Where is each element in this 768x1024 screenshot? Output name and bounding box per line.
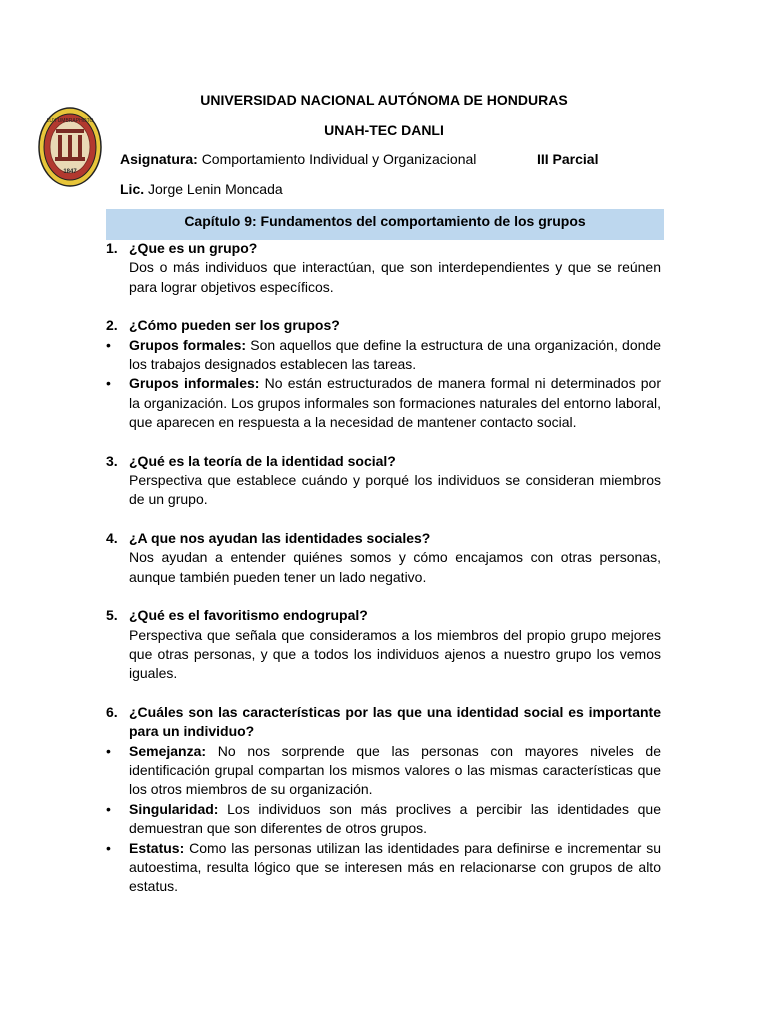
question-number: 4. <box>106 529 118 546</box>
question-number: 6. <box>106 703 118 720</box>
question-number: 5. <box>106 607 118 624</box>
bullet-term: Grupos formales: <box>129 336 247 353</box>
bullet-item: • Grupos informales: No están estructurados de manera formal ni determinados por la organización. Los grupos informales son formaciones naturales del entorno laboral, que aparecen en respuesta a la necesidad de mantener contacto social. <box>106 375 661 431</box>
question-number: 2. <box>106 317 118 334</box>
questions-list <box>106 239 661 897</box>
question-text: ¿Cómo pueden ser los grupos? <box>129 317 340 334</box>
chapter-heading: Capítulo 9: Fundamentos del comportamiento de los grupos <box>106 209 664 240</box>
bullet-text: Los individuos son más proclives a percibir las identidades que demuestran que son diferentes de otros grupos. <box>129 800 661 837</box>
bullet-item: • Semejanza: No nos sorprende que las personas con mayores niveles de identificación grupal compartan los mismos valores o las mismas características que los otros miembros de su organización. <box>106 742 661 798</box>
question-text: ¿Que es un grupo? <box>129 240 258 256</box>
question-number: 3. <box>106 452 118 469</box>
teacher-line <box>120 180 283 199</box>
bullet-item: • Grupos formales: Son aquellos que define la estructura de una organización, donde los trabajos designados establecen las tareas. <box>106 336 661 373</box>
teacher-value: Jorge Lenin Moncada <box>148 181 283 197</box>
question-number: 1. <box>106 240 118 256</box>
question-text: ¿A que nos ayudan las identidades sociales? <box>129 529 431 546</box>
bullet-term: Singularidad: <box>129 800 219 817</box>
bullet-item: • Estatus: Como las personas utilizan las identidades para definirse e incrementar su autoestima, resulta lógico que se interesen más en relacionarse con grupos de alto estatus. <box>106 839 661 895</box>
subject-line <box>120 150 476 169</box>
question <box>106 239 661 258</box>
bullet-term: Estatus: <box>129 839 185 856</box>
section-2 <box>106 316 661 432</box>
section-3 <box>106 452 661 510</box>
bullet-item: • Singularidad: Los individuos son más proclives a percibir las identidades que demuestran que son diferentes de otros grupos. <box>106 800 661 837</box>
seal-year: 1847 <box>63 169 77 175</box>
answer: Perspectiva que establece cuándo y porqué los individuos se consideran miembros de un grupo. <box>129 472 661 508</box>
answer: Dos o más individuos que interactúan, que son interdependientes y que se reúnen para lograr objetivos específicos. <box>129 259 661 295</box>
question <box>106 529 661 548</box>
bullet-text: No nos sorprende que las personas con mayores niveles de identificación grupal compartan los mismos valores o las mismas características que los otros miembros de su organización. <box>129 742 661 798</box>
question <box>106 316 661 335</box>
question <box>106 452 661 471</box>
answer: Nos ayudan a entender quiénes somos y cómo encajamos con otras personas, aunque también pueden tener un lado negativo. <box>129 549 661 585</box>
bullet-term: Semejanza: <box>129 742 207 759</box>
question <box>106 703 661 742</box>
term-label: III Parcial <box>537 151 599 167</box>
section-1 <box>106 239 661 297</box>
question <box>106 606 661 625</box>
question-text: ¿Qué es el favoritismo endogrupal? <box>129 607 368 624</box>
subject-value: Comportamiento Individual y Organizacional <box>201 151 477 167</box>
subject-label: Asignatura: <box>120 151 198 167</box>
campus-title: UNAH-TEC DANLI <box>324 122 444 138</box>
bullet-text: Como las personas utilizan las identidades para definirse e incrementar su autoestima, resulta lógico que se interesen más en relacionarse con grupos de alto estatus. <box>129 839 661 895</box>
university-title: UNIVERSIDAD NACIONAL AUTÓNOMA DE HONDURAS <box>200 92 568 108</box>
question-text: ¿Cuáles son las características por las que una identidad social es importante para un individuo? <box>129 703 661 740</box>
section-4 <box>106 529 661 587</box>
bullet-text: Son aquellos que define la estructura de una organización, donde los trabajos designados establecen las tareas. <box>129 336 661 373</box>
university-seal-logo <box>38 107 102 187</box>
section-6 <box>106 703 661 897</box>
section-5 <box>106 606 661 684</box>
seal-motto: LUX UMBRAPHOTO <box>46 118 94 124</box>
teacher-label: Lic. <box>120 181 145 197</box>
question-text: ¿Qué es la teoría de la identidad social? <box>129 452 396 469</box>
bullet-text: No están estructurados de manera formal ni determinados por la organización. Los grupos informales son formaciones naturales del entorno laboral, que aparecen en respuesta a la necesidad de mantener contacto social. <box>129 375 661 431</box>
bullet-term: Grupos informales: <box>129 375 260 392</box>
answer: Perspectiva que señala que consideramos a los miembros del propio grupo mejores que otras personas, y que a todos los individuos ajenos a nuestro grupo los vemos iguales. <box>129 626 661 682</box>
